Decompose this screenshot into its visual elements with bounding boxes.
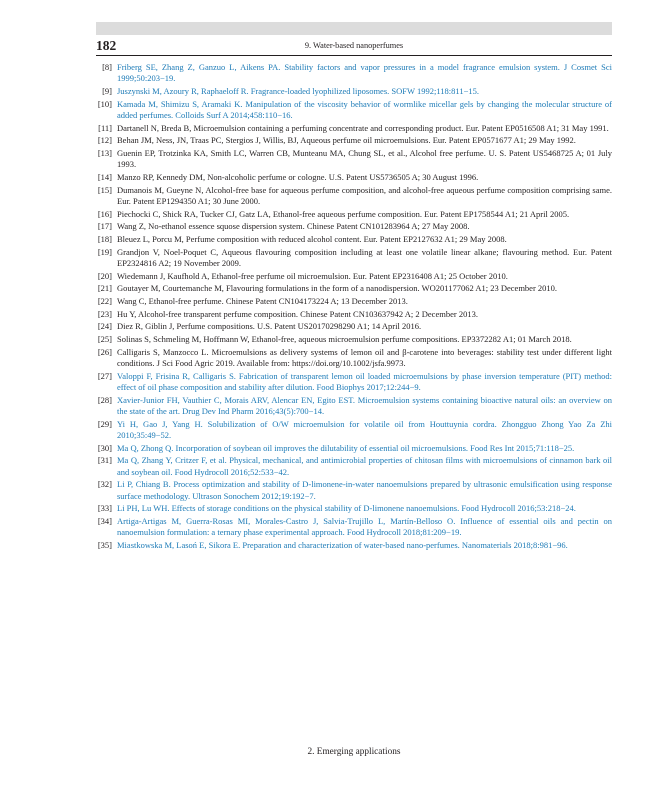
reference-item[interactable] bbox=[96, 86, 612, 97]
reference-text[interactable]: Kamada M, Shimizu S, Aramaki K. Manipulation of the viscosity behavior of wormlike micellar gels by changing the molecular structure of added perfumes. Colloids Surf A 2014;458:110−16. bbox=[117, 98, 612, 120]
reference-number: [19] bbox=[97, 246, 112, 257]
reference-text[interactable]: Juszynski M, Azoury R, Raphaeloff R. Fragrance-loaded lyophilized liposomes. SOFW 1992;118:811−15. bbox=[117, 85, 479, 96]
reference-item[interactable] bbox=[96, 540, 612, 551]
reference-number: [28] bbox=[97, 394, 112, 405]
reference-text[interactable]: Ma Q, Zhong Q. Incorporation of soybean oil improves the dilutability of essential oil microemulsions. Food Res Int 2015;71:118−25. bbox=[117, 442, 575, 453]
reference-number: [9] bbox=[102, 85, 112, 96]
reference-item[interactable] bbox=[96, 479, 612, 502]
reference-text[interactable]: Li P, Chiang B. Process optimization and stability of D-limonene-in-water nanoemulsions prepared by ultrasonic emulsification using response surface methodology. Ultrason Sonochem 2012;19:192−7. bbox=[117, 479, 612, 501]
reference-item[interactable] bbox=[96, 419, 612, 442]
reference-text[interactable]: Artiga-Artigas M, Guerra-Rosas MI, Morales-Castro J, Salvia-Trujillo L, Martín-Belloso O. Influence of essential oils and pectin on nanoemulsion formulation: a ternary phase experimental approach. Food Hydrocoll 2018;81:209−19. bbox=[117, 516, 612, 538]
reference-item bbox=[96, 347, 612, 370]
reference-number: [20] bbox=[97, 270, 112, 281]
reference-number: [32] bbox=[97, 479, 112, 490]
reference-item[interactable] bbox=[96, 443, 612, 454]
reference-item[interactable] bbox=[96, 516, 612, 539]
reference-text[interactable]: Xavier-Junior FH, Vauthier C, Morais ARV, Alencar EN, Egito EST. Microemulsion systems containing bioactive natural oils: an overview on the state of the art. Drug Dev Ind Pharm 2016;43(5):700−14. bbox=[117, 394, 612, 417]
reference-item[interactable] bbox=[96, 99, 612, 122]
reference-item bbox=[96, 135, 612, 146]
reference-number: [25] bbox=[97, 334, 112, 345]
reference-text: Grandjon V, Noel-Poquet C, Aqueous flavouring composition including at least one volatile linear alkane; flavouring method. Eur. Patent EP2324816 A2; 19 November 2009. bbox=[117, 246, 612, 269]
reference-text: Guenin EP, Trotzinka KA, Smith LC, Warren CB, Munteanu MA, Chung SL, et al., Alcohol free perfume. U. S. Patent US5468725 A; 01 July 1993. bbox=[117, 148, 612, 170]
reference-text: Calligaris S, Manzocco L. Microemulsions as delivery systems of lemon oil and β-carotene into beverages: stability test under different light conditions. J Sci Food Agric 2019. Available from: https://doi.org/10.1002/jsfa.9973. bbox=[117, 346, 612, 369]
reference-item bbox=[96, 247, 612, 270]
reference-number: [34] bbox=[97, 516, 112, 527]
reference-text: Wang C, Ethanol-free perfume. Chinese Patent CN104173224 A; 13 December 2013. bbox=[117, 296, 408, 307]
reference-number: [12] bbox=[97, 135, 112, 146]
reference-text: Behan JM, Ness, JN, Traas PC, Stergios J, Willis, BJ, Aqueous perfume oil microemulsions. Eur. Patent EP0571677 A1; 29 May 1992. bbox=[117, 135, 576, 146]
reference-number: [29] bbox=[97, 418, 112, 429]
header-rule bbox=[96, 55, 612, 56]
reference-item bbox=[96, 148, 612, 171]
reference-text[interactable]: Friberg SE, Zhang Z, Ganzuo L, Aikens PA. Stability factors and vapor pressures in a model fragrance emulsion system. J Cosmet Sci 1999;50:203−19. bbox=[117, 62, 612, 84]
reference-text: Wang Z, No-ethanol essence squose dispersion system. Chinese Patent CN101283964 A; 27 May 2008. bbox=[117, 221, 470, 232]
reference-item bbox=[96, 283, 612, 294]
reference-number: [14] bbox=[97, 172, 112, 183]
reference-number: [18] bbox=[97, 234, 112, 245]
chapter-title: 9. Water-based nanoperfumes bbox=[304, 41, 404, 50]
reference-number: [15] bbox=[97, 184, 112, 195]
reference-number: [33] bbox=[97, 503, 112, 514]
reference-item bbox=[96, 221, 612, 232]
reference-number: [35] bbox=[97, 540, 112, 551]
reference-text: Bleuez L, Porcu M, Perfume composition with reduced alcohol content. Eur. Patent EP2127632 A1; 29 May 2008. bbox=[117, 234, 507, 245]
reference-number: [22] bbox=[97, 296, 112, 307]
reference-text[interactable]: Miastkowska M, Lasoń E, Sikora E. Preparation and characterization of water-based nano-perfumes. Nanomaterials 2018;8:981−96. bbox=[117, 540, 568, 551]
reference-item bbox=[96, 185, 612, 208]
reference-item bbox=[96, 334, 612, 345]
reference-text: Goutayer M, Courtemanche M, Flavouring formulations in the form of a nanodispersion. WO201177062 A1; 23 December 2010. bbox=[117, 283, 558, 294]
reference-text: Piechocki C, Shick RA, Tucker CJ, Gatz LA, Ethanol-free aqueous perfume composition. Eur. Patent EP1758544 A1; 21 April 2005. bbox=[117, 208, 570, 219]
reference-number: [30] bbox=[97, 442, 112, 453]
reference-text: Diez R, Giblin J, Perfume compositions. U.S. Patent US20170298290 A1; 14 April 2016. bbox=[117, 321, 422, 332]
reference-number: [26] bbox=[97, 346, 112, 357]
reference-list bbox=[96, 62, 612, 553]
reference-number: [10] bbox=[97, 98, 112, 109]
reference-number: [8] bbox=[102, 62, 112, 72]
reference-number: [21] bbox=[97, 283, 112, 294]
reference-number: [23] bbox=[97, 308, 112, 319]
page-header bbox=[96, 38, 612, 54]
reference-text: Manzo RP, Kennedy DM, Non-alcoholic perfume or cologne. U.S. Patent US5736505 A; 30 August 1996. bbox=[117, 172, 479, 183]
reference-item bbox=[96, 296, 612, 307]
reference-text: Solinas S, Schmeling M, Hoffmann W, Ethanol-free, aqueous microemulsion perfume compositions. EP3372282 A1; 01 March 2018. bbox=[117, 334, 572, 345]
reference-text[interactable]: Valoppi F, Frisina R, Calligaris S. Fabrication of transparent lemon oil loaded microemulsions by phase inversion temperature (PIT) method: effect of oil phase composition and stability after dilution. Food Biophys 2017;12:244−9. bbox=[117, 370, 612, 393]
reference-number: [16] bbox=[97, 208, 112, 219]
reference-item[interactable] bbox=[96, 371, 612, 394]
reference-item[interactable] bbox=[96, 62, 612, 85]
reference-item bbox=[96, 309, 612, 320]
reference-item bbox=[96, 123, 612, 134]
reference-item[interactable] bbox=[96, 455, 612, 478]
reference-item bbox=[96, 172, 612, 183]
reference-text: Dartanell N, Breda B, Microemulsion containing a perfuming concentrate and corresponding product. Eur. Patent EP0516508 A1; 31 May 1991. bbox=[117, 122, 609, 133]
reference-number: [17] bbox=[97, 221, 112, 232]
reference-text[interactable]: Ma Q, Zhang Y, Critzer F, et al. Physical, mechanical, and antimicrobial properties of chitosan films with microemulsions of cinnamon bark oil and soybean oil. Food Hydrocoll 2016;52:533−42. bbox=[117, 455, 612, 477]
reference-number: [31] bbox=[97, 455, 112, 466]
reference-item bbox=[96, 209, 612, 220]
reference-text: Hu Y, Alcohol-free transparent perfume composition. Chinese Patent CN103637942 A; 2 December 2013. bbox=[117, 308, 478, 319]
reference-number: [13] bbox=[97, 148, 112, 159]
reference-item[interactable] bbox=[96, 503, 612, 514]
top-shade-bar bbox=[96, 22, 612, 35]
reference-number: [27] bbox=[97, 370, 112, 381]
reference-item bbox=[96, 234, 612, 245]
reference-number: [11] bbox=[98, 122, 112, 133]
reference-text: Dumanois M, Gueyne N, Alcohol-free base for aqueous perfume composition, and alcohol-free aqueous perfume composition comprising same. Eur. Patent EP1294350 A1; 30 June 2000. bbox=[117, 184, 612, 206]
reference-text[interactable]: Li PH, Lu WH. Effects of storage conditions on the physical stability of D-limonene nanoemulsions. Food Hydrocoll 2016;53:218−24. bbox=[117, 503, 576, 514]
reference-item[interactable] bbox=[96, 395, 612, 418]
footer-section-title: 2. Emerging applications bbox=[307, 747, 401, 757]
reference-text[interactable]: Yi H, Gao J, Yang H. Solubilization of O/W microemulsion for volatile oil from Houttuynia cordra. Zhongguo Zhong Yao Za Zhi 2010;35:49−52. bbox=[117, 418, 612, 441]
reference-item bbox=[96, 321, 612, 332]
reference-text: Wiedemann J, Kaufhold A, Ethanol-free perfume oil microemulsion. Eur. Patent EP2316408 A1; 25 October 2010. bbox=[117, 270, 508, 281]
reference-number: [24] bbox=[97, 321, 112, 332]
page-number: 182 bbox=[96, 38, 117, 53]
reference-item bbox=[96, 271, 612, 282]
